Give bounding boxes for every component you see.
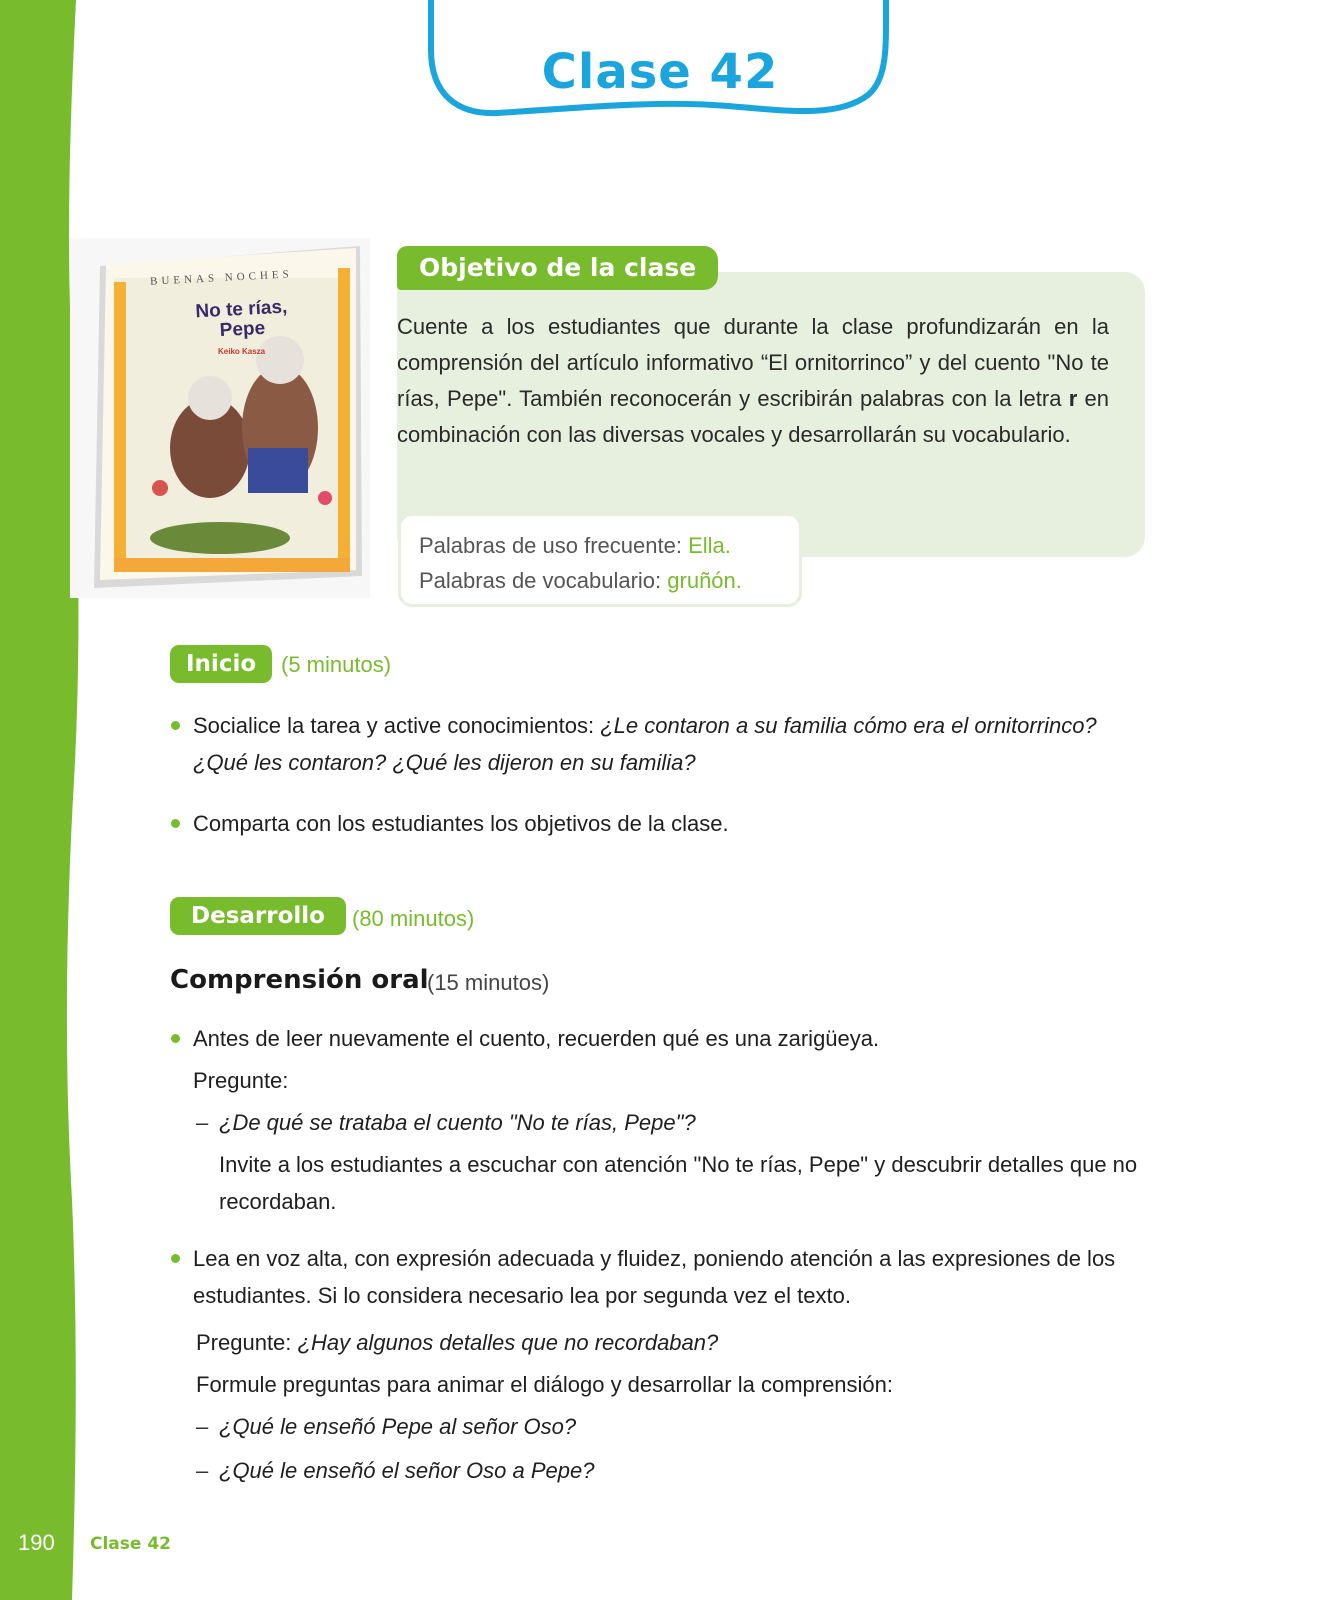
frequent-words-value: Ella. <box>688 533 731 558</box>
inicio-bullet-1-question-2: ¿Qué les contaron? ¿Qué les dijeron en su familia? <box>193 750 696 775</box>
desarrollo-ask-2-question: ¿Hay algunos detalles que no recordaban? <box>297 1330 719 1355</box>
vocab-words-value: gruñón. <box>667 568 742 593</box>
desarrollo-question-3 <box>219 1452 594 1489</box>
desarrollo-question-1 <box>219 1104 696 1141</box>
dash-marker: – <box>196 1458 209 1483</box>
desarrollo-ask-2-label: Pregunte: <box>196 1330 298 1355</box>
objective-text-bold: r <box>1068 386 1078 411</box>
desarrollo-bullet-2: Lea en voz alta, con expresión adecuada y fluidez, poniendo atención a las expresiones de los estudiantes. Si lo considera necesario lea por segunda vez el texto. <box>193 1246 1116 1308</box>
desarrollo-bullet-1: Antes de leer nuevamente el cuento, recuerden qué es una zarigüeya. <box>193 1026 880 1051</box>
book-title <box>195 298 289 343</box>
dash-marker: – <box>196 1414 209 1439</box>
frequent-words-label: Palabras de uso frecuente: <box>419 533 689 558</box>
vocab-words-line <box>419 563 799 598</box>
inicio-minutes: (5 minutos) <box>281 652 392 677</box>
words-box <box>398 513 802 607</box>
objective-label: Objetivo de la clase <box>397 246 718 290</box>
frequent-words-line <box>419 528 799 563</box>
desarrollo-formulate: Formule preguntas para animar el diálogo y desarrollar la comprensión: <box>196 1372 894 1397</box>
comprension-oral-heading: Comprensión oral <box>170 965 429 995</box>
book-title-line1: No te rías, <box>194 296 288 323</box>
book-author: Keiko Kasza <box>218 347 266 356</box>
inicio-label: Inicio <box>170 645 272 683</box>
objective-text-part2: en combinación con las diversas vocales y desarrollarán su vocabulario. <box>397 386 1109 447</box>
inicio-bullet-2: Comparta con los estudiantes los objetivos de la clase. <box>193 811 729 836</box>
inicio-bullet-1-text: Socialice la tarea y active conocimientos: <box>193 713 601 738</box>
book-cover-image <box>70 238 370 598</box>
bullet-dot <box>171 721 180 730</box>
dash-marker: – <box>196 1110 209 1135</box>
bullet-dot <box>171 1254 180 1263</box>
desarrollo-ask-2 <box>196 1324 718 1361</box>
sidebar-band <box>0 0 80 1600</box>
desarrollo-question-2 <box>219 1408 576 1445</box>
objective-text <box>397 309 1109 453</box>
desarrollo-invite: Invite a los estudiantes a escuchar con atención "No te rías, Pepe" y descubrir detalles que no recordaban. <box>219 1152 1138 1214</box>
inicio-bullet-1-question: ¿Le contaron a su familia cómo era el ornitorrinco? <box>600 713 1097 738</box>
comprension-oral-minutes: (15 minutos) <box>427 970 550 995</box>
bullet-dot <box>171 1034 180 1043</box>
objective-text-part1: Cuente a los estudiantes que durante la clase profundizarán en la comprensión del artículo informativo “El ornitorrinco” y del cuento "No te rías, Pepe". También reconocerán y escribirán palabras con la letra <box>397 314 1109 411</box>
desarrollo-label: Desarrollo <box>170 897 346 935</box>
desarrollo-minutes: (80 minutos) <box>352 906 475 931</box>
desarrollo-ask-1: Pregunte: <box>193 1068 289 1093</box>
desarrollo-question-1-text: ¿De qué se trataba el cuento "No te rías, Pepe"? <box>219 1110 696 1135</box>
page-number: 190 <box>18 1530 55 1555</box>
book-series-label: BUENAS NOCHES <box>149 268 293 288</box>
vocab-words-label: Palabras de vocabulario: <box>419 568 668 593</box>
footer-class-label: Clase 42 <box>90 1534 171 1554</box>
bullet-dot <box>171 819 180 828</box>
page-title: Clase 42 <box>541 44 779 100</box>
inicio-bullet-1 <box>193 707 1173 781</box>
book-title-line2: Pepe <box>219 317 266 342</box>
desarrollo-question-2-text: ¿Qué le enseñó Pepe al señor Oso? <box>219 1414 577 1439</box>
desarrollo-question-3-text: ¿Qué le enseñó el señor Oso a Pepe? <box>219 1458 595 1483</box>
